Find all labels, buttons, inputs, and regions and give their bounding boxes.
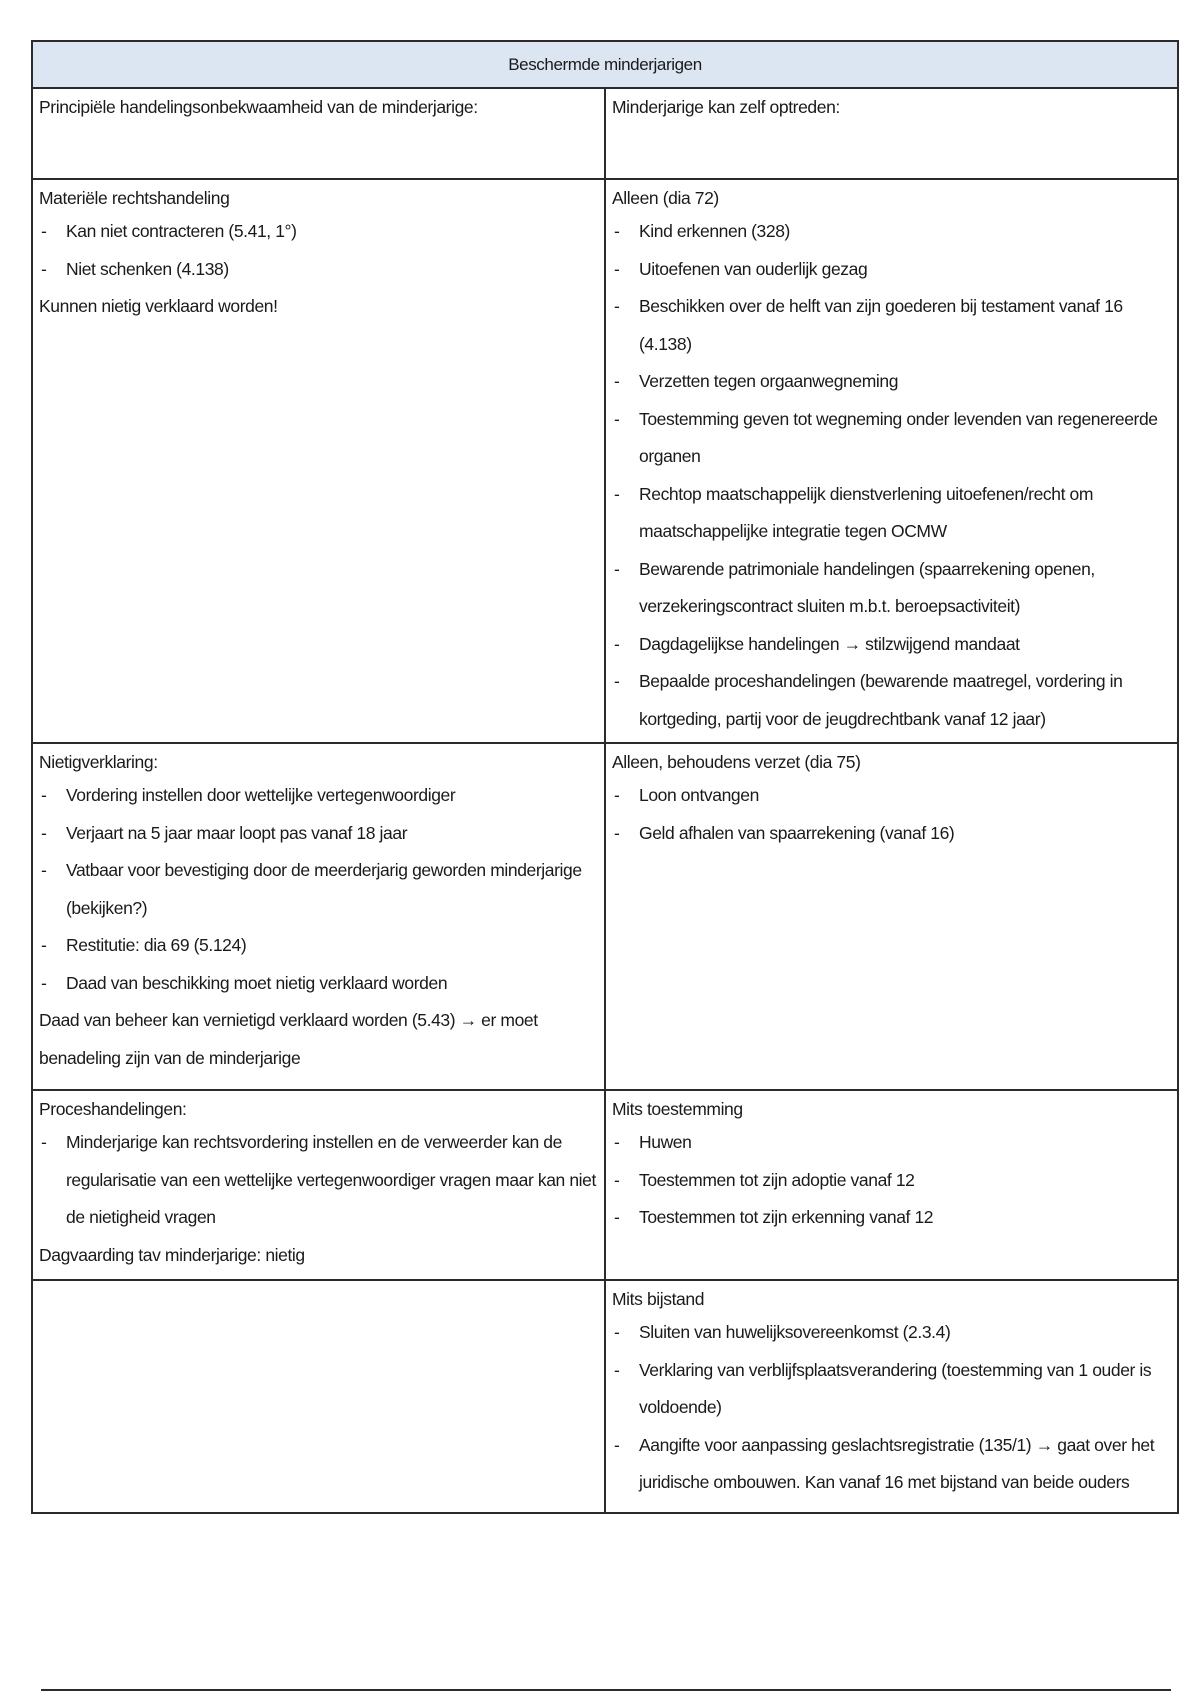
- header-right-cell: [605, 88, 1178, 179]
- header-right-label: Minderjarige kan zelf optreden:: [612, 97, 840, 117]
- material-right-list: [612, 213, 1171, 738]
- list-item: - Sluiten van huwelijksovereenkomst (2.3.4): [612, 1314, 1171, 1352]
- process-right-cell: [605, 1090, 1178, 1280]
- list-item: - Bepaalde proceshandelingen (bewarende maatregel, vordering in kortgeding, partij voor de jeugdrechtbank vanaf 12 jaar): [612, 663, 1171, 738]
- list-item: - Minderjarige kan rechtsvordering instellen en de verweerder kan de regularisatie van een wettelijke vertegenwoordiger vragen maar kan niet de nietigheid vragen: [39, 1124, 598, 1237]
- assistance-left-cell: [32, 1280, 605, 1513]
- list-item: - Toestemmen tot zijn erkenning vanaf 12: [612, 1199, 1171, 1237]
- assistance-right-cell: [605, 1280, 1178, 1513]
- process-left-list: [39, 1124, 598, 1237]
- list-item: - Daad van beschikking moet nietig verklaard worden: [39, 965, 598, 1003]
- list-item: - Beschikken over de helft van zijn goederen bij testament vanaf 16 (4.138): [612, 288, 1171, 363]
- list-item: - Niet schenken (4.138): [39, 251, 598, 289]
- material-left-title: Materiële rechtshandeling: [39, 188, 230, 208]
- material-row: [32, 179, 1178, 743]
- nullity-row: [32, 743, 1178, 1090]
- process-right-list: [612, 1124, 1171, 1237]
- table-title: Beschermde minderjarigen: [32, 41, 1178, 88]
- list-item: - Aangifte voor aanpassing geslachtsregistratie (135/1) → gaat over het juridische ombouwen. Kan vanaf 16 met bijstand van beide ouders: [612, 1427, 1171, 1502]
- material-left-cell: [32, 179, 605, 743]
- assistance-right-list: [612, 1314, 1171, 1502]
- list-item: - Huwen: [612, 1124, 1171, 1162]
- nullity-left-title: Nietigverklaring:: [39, 752, 158, 772]
- list-item: - Toestemming geven tot wegneming onder levenden van regenereerde organen: [612, 401, 1171, 476]
- list-item: - Kind erkennen (328): [612, 213, 1171, 251]
- list-item: - Verjaart na 5 jaar maar loopt pas vanaf 18 jaar: [39, 815, 598, 853]
- list-item: - Bewarende patrimoniale handelingen (spaarrekening openen, verzekeringscontract sluiten m.b.t. beroepsactiviteit): [612, 551, 1171, 626]
- nullity-left-list: [39, 777, 598, 1002]
- header-left-cell: [32, 88, 605, 179]
- minors-table: [31, 40, 1179, 1514]
- list-item: - Uitoefenen van ouderlijk gezag: [612, 251, 1171, 289]
- nullity-left-cell: [32, 743, 605, 1090]
- material-left-list: [39, 213, 598, 288]
- title-row: [32, 41, 1178, 88]
- list-item: - Restitutie: dia 69 (5.124): [39, 927, 598, 965]
- material-left-note: Kunnen nietig verklaard worden!: [39, 296, 278, 316]
- nullity-left-note: Daad van beheer kan vernietigd verklaard worden (5.43) → er moet benadeling zijn van de minderjarige: [39, 1010, 538, 1068]
- list-item: - Toestemmen tot zijn adoptie vanaf 12: [612, 1162, 1171, 1200]
- nullity-right-cell: [605, 743, 1178, 1090]
- assistance-row: [32, 1280, 1178, 1513]
- header-row: [32, 88, 1178, 179]
- list-item: - Verzetten tegen orgaanwegneming: [612, 363, 1171, 401]
- list-item: - Vordering instellen door wettelijke vertegenwoordiger: [39, 777, 598, 815]
- page-divider: [41, 1689, 1171, 1691]
- process-right-title: Mits toestemming: [612, 1099, 743, 1119]
- process-left-title: Proceshandelingen:: [39, 1099, 187, 1119]
- list-item: - Kan niet contracteren (5.41, 1°): [39, 213, 598, 251]
- list-item: - Vatbaar voor bevestiging door de meerderjarig geworden minderjarige (bekijken?): [39, 852, 598, 927]
- material-right-title: Alleen (dia 72): [612, 188, 719, 208]
- list-item: - Loon ontvangen: [612, 777, 1171, 815]
- assistance-right-title: Mits bijstand: [612, 1289, 705, 1309]
- nullity-right-list: [612, 777, 1171, 852]
- nullity-right-title: Alleen, behoudens verzet (dia 75): [612, 752, 861, 772]
- process-left-note: Dagvaarding tav minderjarige: nietig: [39, 1244, 305, 1265]
- material-right-cell: [605, 179, 1178, 743]
- list-item: - Geld afhalen van spaarrekening (vanaf 16): [612, 815, 1171, 853]
- process-left-cell: [32, 1090, 605, 1280]
- list-item: - Dagdagelijkse handelingen → stilzwijgend mandaat: [612, 626, 1171, 664]
- process-row: [32, 1090, 1178, 1280]
- list-item: - Rechtop maatschappelijk dienstverlening uitoefenen/recht om maatschappelijke integratie tegen OCMW: [612, 476, 1171, 551]
- header-left-label: Principiële handelingsonbekwaamheid van de minderjarige:: [39, 97, 478, 117]
- list-item: - Verklaring van verblijfsplaatsverandering (toestemming van 1 ouder is voldoende): [612, 1352, 1171, 1427]
